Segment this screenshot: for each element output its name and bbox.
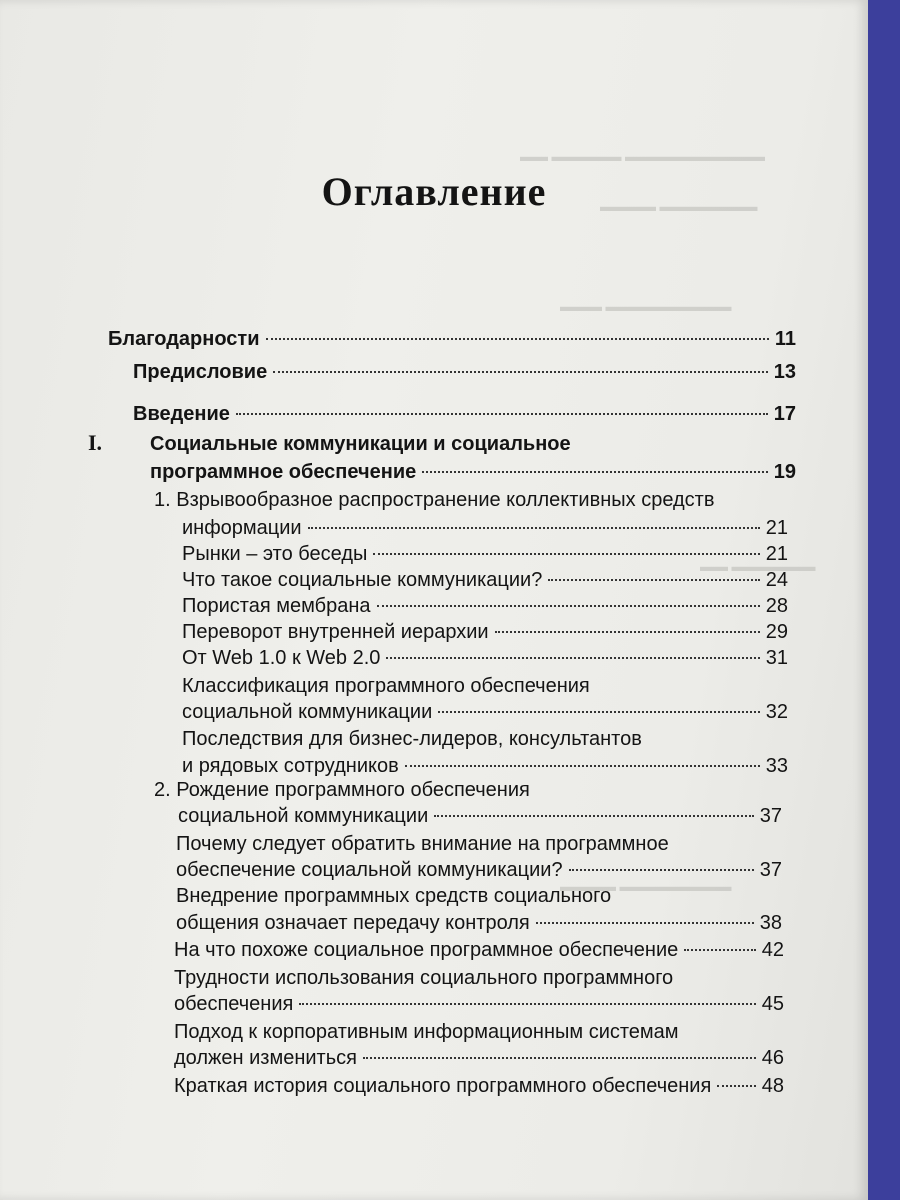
toc-entry-title: информации (182, 517, 302, 539)
toc-entry-title: должен измениться (174, 1047, 357, 1069)
toc-entry-title: социальной коммуникации (182, 701, 433, 723)
dot-leader (717, 1085, 755, 1087)
toc-page-number: 31 (765, 647, 788, 669)
toc-entry-control-line1: Внедрение программных средств социального (176, 885, 612, 907)
toc-page-number: 24 (765, 569, 788, 591)
toc-entry-approach-line1: Подход к корпоративным информационным системам (174, 1021, 679, 1043)
toc-entry-title: Краткая история социального программного обеспечения (174, 1075, 712, 1097)
toc-entry-why-line1: Почему следует обратить внимание на программное (176, 833, 669, 855)
toc-entry-title: Введение (133, 403, 230, 425)
dot-leader (536, 922, 754, 924)
toc-entry-markets (182, 542, 788, 566)
toc-entry-title: Переворот внутренней иерархии (182, 621, 489, 643)
dot-leader (386, 657, 759, 659)
toc-page-number: 33 (765, 755, 788, 777)
dot-leader (569, 869, 754, 871)
toc-entry-control (176, 911, 782, 935)
toc-entry-classification (182, 700, 788, 724)
toc-entry-part1 (150, 460, 796, 484)
toc-page-number: 48 (761, 1075, 784, 1097)
toc-entry-part1-line1: Социальные коммуникации и социальное (150, 433, 571, 455)
toc-entry-title: обеспечения (174, 993, 294, 1015)
toc-entry-title: обеспечение социальной коммуникации? (176, 859, 563, 881)
dot-leader (495, 631, 760, 633)
toc-entry-title: На что похоже социальное программное обеспечение (174, 939, 679, 961)
toc-entry-difficulties-line1: Трудности использования социального программного (174, 967, 674, 989)
toc-page-number: 38 (759, 912, 782, 934)
toc-entry-what-is (182, 568, 788, 592)
toc-entry-approach (174, 1046, 784, 1070)
toc-entry-chapter2 (178, 804, 782, 828)
dot-leader (299, 1003, 755, 1005)
show-through-text: ▬▬▬▬▬▬▬▬ ▬▬▬▬ (560, 880, 732, 895)
dot-leader (422, 471, 768, 473)
toc-entry-introduction (133, 402, 796, 426)
toc-entry-chapter1 (182, 516, 788, 540)
dot-leader (266, 338, 769, 340)
toc-entry-chapter2-line1: 2. Рождение программного обеспечения (154, 779, 530, 801)
toc-entry-title: Что такое социальные коммуникации? (182, 569, 543, 591)
toc-page-number: 37 (759, 805, 782, 827)
toc-entry-title: социальной коммуникации (178, 805, 429, 827)
toc-entry-membrane (182, 594, 788, 618)
toc-page-number: 11 (774, 328, 796, 350)
toc-page-number: 29 (765, 621, 788, 643)
toc-entry-classification-line1: Классификация программного обеспечения (182, 675, 590, 697)
toc-entry-consequences (182, 754, 788, 778)
show-through-text: ▬▬▬▬▬▬ ▬▬ (700, 560, 816, 575)
toc-page-number: 17 (773, 403, 796, 425)
toc-page-number: 46 (761, 1047, 784, 1069)
toc-page-number: 13 (773, 361, 796, 383)
show-through-text: ▬▬▬▬▬▬▬ ▬▬▬▬ (600, 200, 758, 215)
show-through-text: ▬▬▬▬▬▬▬▬▬ ▬▬▬ (560, 300, 732, 315)
toc-entry-why (176, 858, 782, 882)
dot-leader (438, 711, 760, 713)
toc-page-number: 45 (761, 993, 784, 1015)
dot-leader (273, 371, 768, 373)
toc-entry-chapter1-line1: 1. Взрывообразное распространение коллективных средств (154, 489, 715, 511)
toc-page-number: 21 (765, 543, 788, 565)
toc-page-number: 21 (765, 517, 788, 539)
toc-entry-title: Предисловие (133, 361, 268, 383)
toc-entry-acknowledgements (108, 327, 796, 351)
toc-entry-title: Рынки – это беседы (182, 543, 368, 565)
toc-page-number: 42 (761, 939, 784, 961)
toc-entry-title: Благодарности (108, 328, 260, 350)
dot-leader (308, 527, 760, 529)
toc-entry-web (182, 646, 788, 670)
toc-entry-title: и рядовых сотрудников (182, 755, 399, 777)
toc-page-number: 19 (773, 461, 796, 483)
toc-page-number: 37 (759, 859, 782, 881)
dot-leader (405, 765, 760, 767)
toc-entry-history (174, 1074, 784, 1098)
toc-entry-title: От Web 1.0 к Web 2.0 (182, 647, 381, 669)
toc-entry-title: Пористая мембрана (182, 595, 371, 617)
toc-entry-hierarchy (182, 620, 788, 644)
dot-leader (684, 949, 755, 951)
part-number: I. (88, 430, 103, 455)
dot-leader (363, 1057, 756, 1059)
dot-leader (236, 413, 768, 415)
toc-entry-title: программное обеспечение (150, 461, 417, 483)
dot-leader (377, 605, 760, 607)
page-title: Оглавление (321, 169, 547, 214)
toc-entry-looks-like (174, 938, 784, 962)
toc-page-number: 28 (765, 595, 788, 617)
dot-leader (434, 815, 754, 817)
show-through-text: ▬▬▬▬▬▬▬▬▬▬ ▬▬▬▬▬ ▬▬ (520, 150, 765, 165)
toc-page-number: 32 (765, 701, 788, 723)
dot-leader (373, 553, 759, 555)
toc-entry-preface (133, 360, 796, 384)
toc-entry-title: общения означает передачу контроля (176, 912, 530, 934)
toc-entry-difficulties (174, 992, 784, 1016)
toc-entry-consequences-line1: Последствия для бизнес-лидеров, консультантов (182, 728, 642, 750)
dot-leader (548, 579, 759, 581)
